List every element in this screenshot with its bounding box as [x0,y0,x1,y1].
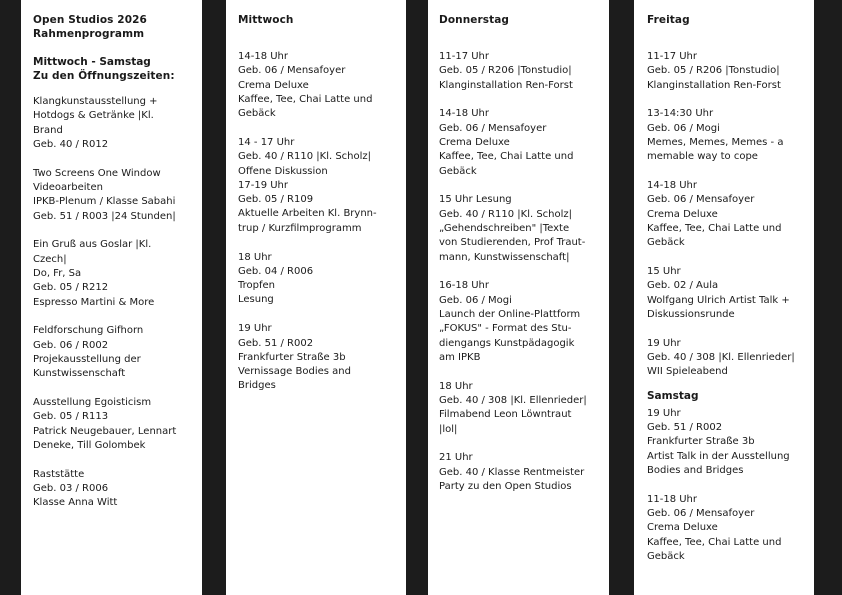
event-line: Crema Deluxe [647,208,718,220]
event-line: Geb. 40 / R110 |Kl. Scholz| [238,151,372,163]
event-line: Frankfurter Straße 3b [647,436,755,448]
wednesday-events [238,50,406,394]
event-line: Kaffee, Tee, Chai Latte und [439,151,574,163]
event-line: Geb. 51 / R003 |24 Stunden| [33,210,176,222]
event-line: Geb. 06 / Mensafoyer [439,122,547,134]
event-line: Klasse Anna Witt [33,497,118,509]
event-line: |lol| [439,423,458,435]
event-block [33,95,202,152]
event-line: Gebäck [439,165,477,177]
event-line: von Studierenden, Prof Traut- [439,237,586,249]
event-line: 11-17 Uhr [647,51,698,62]
event-block [238,322,406,393]
event-line: 18 Uhr [439,380,473,392]
column-friday-saturday [634,0,814,595]
event-line: Geb. 06 / Mensafoyer [647,507,755,519]
event-block [439,50,609,93]
event-line: Vernissage Bodies and [238,366,351,378]
day-title-saturday: Samstag [647,389,699,402]
day-title-friday: Freitag [647,14,690,26]
event-line: 11-17 Uhr [439,51,490,62]
event-line: Geb. 40 / R012 [33,138,109,150]
event-block [439,380,609,437]
title-line-2: Rahmenprogramm [33,28,145,40]
event-line: Geb. 51 / R002 [647,421,723,433]
event-line: Geb. 06 / Mogi [439,294,512,306]
event-line: IPKB-Plenum / Klasse Sabahi [33,196,176,208]
event-line: Kaffee, Tee, Chai Latte und [238,93,373,105]
event-block [647,50,814,93]
event-line: Lesung [238,294,274,306]
column-thursday [428,0,609,595]
event-line: Geb. 03 / R006 [33,483,109,495]
event-line: Geb. 40 / 308 |Kl. Ellenrieder| [647,352,795,364]
event-line: 14-18 Uhr [439,108,490,120]
event-line: Geb. 40 / Klasse Rentmeister [439,466,585,478]
event-line: Two Screens One Window [33,167,161,179]
event-line: Geb. 05 / R212 [33,282,109,294]
event-line: Brand [33,124,63,136]
friday-events [647,50,814,380]
event-line: Videoarbeiten [33,181,103,193]
event-line: 19 Uhr [238,323,272,335]
event-block [238,136,406,236]
event-line: mann, Kunstwissenschaft| [439,251,570,263]
event-line: Ausstellung Egoisticism [33,397,152,409]
column-overview [21,0,202,595]
event-block [33,238,202,309]
event-line: Geb. 40 / R110 |Kl. Scholz| [439,208,573,220]
event-line: Wolfgang Ulrich Artist Talk + [647,294,790,306]
event-block [33,167,202,224]
day-title-thursday: Donnerstag [439,14,510,26]
event-line: Kaffee, Tee, Chai Latte und [647,536,782,548]
event-line: Launch der Online-Plattform [439,308,581,320]
event-line: Bodies and Bridges [647,464,744,476]
event-line: Hotdogs & Getränke |Kl. [33,110,154,122]
event-line: Kunstwissenschaft [33,368,126,380]
event-line: Geb. 05 / R206 |Tonstudio| [647,65,780,77]
event-line: Espresso Martini & More [33,296,155,308]
event-line: 13-14:30 Uhr [647,108,714,120]
event-line: memable way to cope [647,151,758,163]
event-line: Projekausstellung der [33,353,141,365]
event-line: 17-19 Uhr [238,179,289,191]
event-line: Geb. 06 / Mensafoyer [238,65,346,77]
event-line: 21 Uhr [439,452,473,464]
event-line: Geb. 04 / R006 [238,265,314,277]
event-line: Party zu den Open Studios [439,480,572,492]
event-block [647,107,814,164]
title-line-1: Open Studios 2026 [33,14,147,26]
saturday-events [647,407,814,564]
event-line: Tropfen [238,280,276,292]
event-block [439,193,609,264]
event-line: Geb. 06 / R002 [33,339,109,351]
event-line: Geb. 02 / Aula [647,280,719,292]
event-line: 19 Uhr [647,407,681,419]
event-line: am IPKB [439,351,481,363]
event-line: diengangs Kunstpädagogik [439,337,575,349]
event-line: Geb. 05 / R206 |Tonstudio| [439,65,572,77]
event-line: Geb. 05 / R113 [33,411,109,423]
event-line: Deneke, Till Golombek [33,439,146,451]
event-line: Crema Deluxe [439,136,510,148]
event-line: 15 Uhr [647,266,681,278]
event-block [238,251,406,308]
event-line: Crema Deluxe [647,522,718,534]
event-line: Geb. 05 / R109 [238,194,314,206]
event-line: Offene Diskussion [238,165,328,177]
event-line: Geb. 06 / Mensafoyer [647,194,755,206]
event-line: Patrick Neugebauer, Lennart [33,425,177,437]
event-line: Klanginstallation Ren-Forst [439,79,573,91]
event-line: Kaffee, Tee, Chai Latte und [647,222,782,234]
event-line: 14-18 Uhr [238,51,289,62]
event-line: Klanginstallation Ren-Forst [647,79,781,91]
event-block [647,179,814,250]
thursday-events [439,50,609,494]
column-wednesday [226,0,406,595]
event-line: Klangkunstausstellung + [33,96,158,107]
event-block [33,396,202,453]
event-line: 16-18 Uhr [439,280,490,292]
event-line: Artist Talk in der Ausstellung [647,450,790,462]
event-line: Aktuelle Arbeiten Kl. Brynn- [238,208,377,220]
event-block [439,451,609,494]
event-block [238,50,406,121]
event-line: Diskussionsrunde [647,308,735,320]
event-line: 15 Uhr Lesung [439,194,512,206]
event-line: Gebäck [647,237,685,249]
event-block [33,468,202,511]
event-line: Czech| [33,253,67,265]
subtitle-line-1: Mittwoch - Samstag [33,56,151,68]
event-line: Geb. 40 / 308 |Kl. Ellenrieder| [439,394,587,406]
event-block [439,107,609,178]
event-line: Frankfurter Straße 3b [238,351,346,363]
event-line: Feldforschung Gifhorn [33,325,144,337]
event-line: 19 Uhr [647,337,681,349]
day-title-wednesday: Mittwoch [238,14,294,26]
event-line: Geb. 06 / Mogi [647,122,720,134]
event-line: „Gehendschreiben" |Texte [439,222,570,234]
event-line: 18 Uhr [238,251,272,263]
event-line: Geb. 51 / R002 [238,337,314,349]
event-line: trup / Kurzfilmprogramm [238,222,362,234]
event-line: Gebäck [647,550,685,562]
event-line: „FOKUS" - Format des Stu- [439,323,572,335]
event-line: Raststätte [33,468,85,480]
event-line: Do, Fr, Sa [33,267,82,279]
event-line: 11-18 Uhr [647,493,698,505]
event-block [647,493,814,564]
event-line: 14-18 Uhr [647,180,698,192]
event-line: Filmabend Leon Löwntraut [439,409,572,421]
overview-entries [33,95,202,511]
event-block [647,337,814,380]
event-block [439,279,609,365]
event-line: Gebäck [238,108,276,120]
event-line: Crema Deluxe [238,79,309,91]
event-line: Ein Gruß aus Goslar |Kl. [33,239,152,251]
event-line: WII Spieleabend [647,366,728,378]
event-block [33,324,202,381]
event-block [647,407,814,478]
subtitle-line-2: Zu den Öffnungszeiten: [33,70,175,82]
event-line: Memes, Memes, Memes - a [647,136,784,148]
event-line: Bridges [238,380,276,392]
event-line: 14 - 17 Uhr [238,136,295,148]
event-block [647,265,814,322]
